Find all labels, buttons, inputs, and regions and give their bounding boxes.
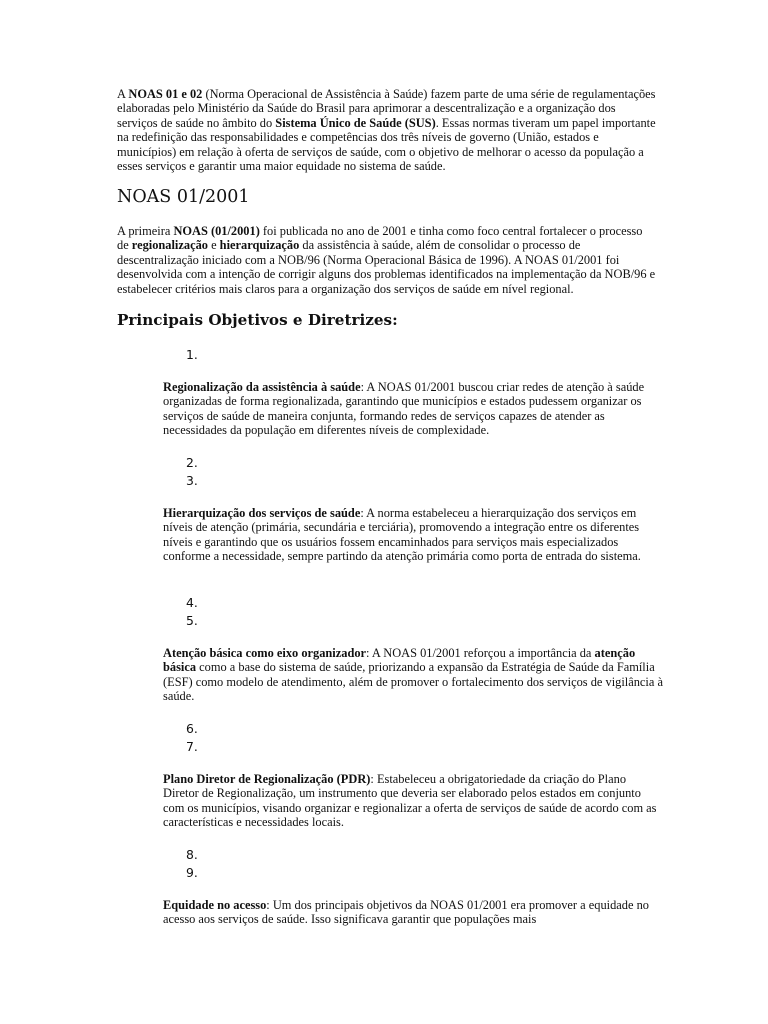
list-item-text: : Estabeleceu a obrigatoriedade da criação do Plano Diretor de Regionalização, um instrumento que deveria ser elaborado pelos estados em conjunto com os municípios, visando organizar e regionalizar a oferta de serviços de saúde de acordo com as características e necessidades locais. <box>163 772 657 830</box>
list-item-text: : A norma estabeleceu a hierarquização dos serviços em níveis de atenção (primária, secundária e terciária), promovendo a integração entre os diferentes níveis e garantindo que os usuários fossem encaminhados para serviços mais especializados conforme a necessidade, sempre partindo da atenção primária como porta de entrada do sistema. <box>163 506 641 564</box>
section1-bold: hierarquização <box>219 238 300 253</box>
section1-text: A primeira <box>117 224 174 238</box>
list-item-equidade <box>163 898 663 927</box>
list-item-text: como a base do sistema de saúde, priorizando a expansão da Estratégia de Saúde da Família (ESF) como modelo de atendimento, além de promover o fortalecimento dos serviços de vigilância à saúde. <box>163 660 663 704</box>
subsection-heading: Principais Objetivos e Diretrizes: <box>117 311 398 329</box>
section1-text: foi publicada no ano de 2001 e tinha como foco central fortalecer o processo de <box>117 224 643 253</box>
list-item-title: Hierarquização dos serviços de saúde <box>163 506 361 520</box>
section1-bold: regionalização <box>131 238 208 253</box>
list-item-text: : Um dos principais objetivos da NOAS 01/2001 era promover a equidade no acesso aos serviços de saúde. Isso significava garantir que populações mais <box>163 898 649 927</box>
section1-bold: NOAS (01/2001) <box>173 224 260 238</box>
list-number: 5. <box>186 613 198 628</box>
list-number: 2. <box>186 455 198 470</box>
list-item-title: Equidade no acesso <box>163 898 267 912</box>
intro-text: . Essas normas tiveram um papel importante na redefinição das responsabilidades e competências dos três níveis de governo (União, estados e municípios) em relação à oferta de serviços de saúde, com o objetivo de melhorar o acesso da população a esses serviços e garantir uma maior equidade no sistema de saúde. <box>117 115 656 174</box>
intro-bold-sus: Sistema Único de Saúde (SUS) <box>275 115 436 130</box>
section1-text: da assistência à saúde, além de consolidar o processo de descentralização iniciado com a NOB/96 (Norma Operacional Básica de 1996). A NOAS 01/2001 foi desenvolvida com a intenção de corrigir alguns dos problemas identificados na implementação da NOB/96 e estabelecer critérios mais claros para a organização dos serviços de saúde em nível regional. <box>117 238 656 296</box>
list-item-title: Regionalização da assistência à saúde <box>163 380 361 394</box>
intro-text: A <box>117 87 129 101</box>
list-number: 8. <box>186 847 198 862</box>
list-item-text: : A NOAS 01/2001 reforçou a importância da <box>366 646 595 660</box>
list-number: 6. <box>186 721 198 736</box>
intro-paragraph <box>117 87 657 173</box>
list-number: 9. <box>186 865 198 880</box>
section-heading-noas-2001: NOAS 01/2001 <box>117 187 250 207</box>
list-item-title: Atenção básica como eixo organizador <box>163 646 367 660</box>
section1-text: e <box>207 238 220 253</box>
list-item-regionalizacao <box>163 380 663 438</box>
list-item-text: : A NOAS 01/2001 buscou criar redes de atenção à saúde organizadas de forma regionalizada, garantindo que municípios e estados pudessem organizar os serviços de saúde de maneira conjunta, formando redes de serviços capazes de atender as necessidades da população em diferentes níveis de complexidade. <box>163 380 645 438</box>
list-item-atencao-basica <box>163 646 663 704</box>
list-number: 4. <box>186 595 198 610</box>
list-item-title: atenção básica <box>163 646 636 675</box>
list-item-title: Plano Diretor de Regionalização (PDR) <box>163 772 371 786</box>
list-number: 7. <box>186 739 198 754</box>
list-item-hierarquizacao <box>163 506 663 564</box>
list-number: 1. <box>186 347 198 362</box>
list-item-pdr <box>163 772 663 830</box>
intro-text: (Norma Operacional de Assistência à Saúde) fazem parte de uma série de regulamentações elaboradas pelo Ministério da Saúde do Brasil para aprimorar a descentralização e a organização dos serviços de saúde no âmbito do <box>117 87 656 130</box>
intro-bold-noas: NOAS 01 e 02 <box>128 87 203 101</box>
list-number: 3. <box>186 473 198 488</box>
section1-paragraph <box>117 224 657 296</box>
